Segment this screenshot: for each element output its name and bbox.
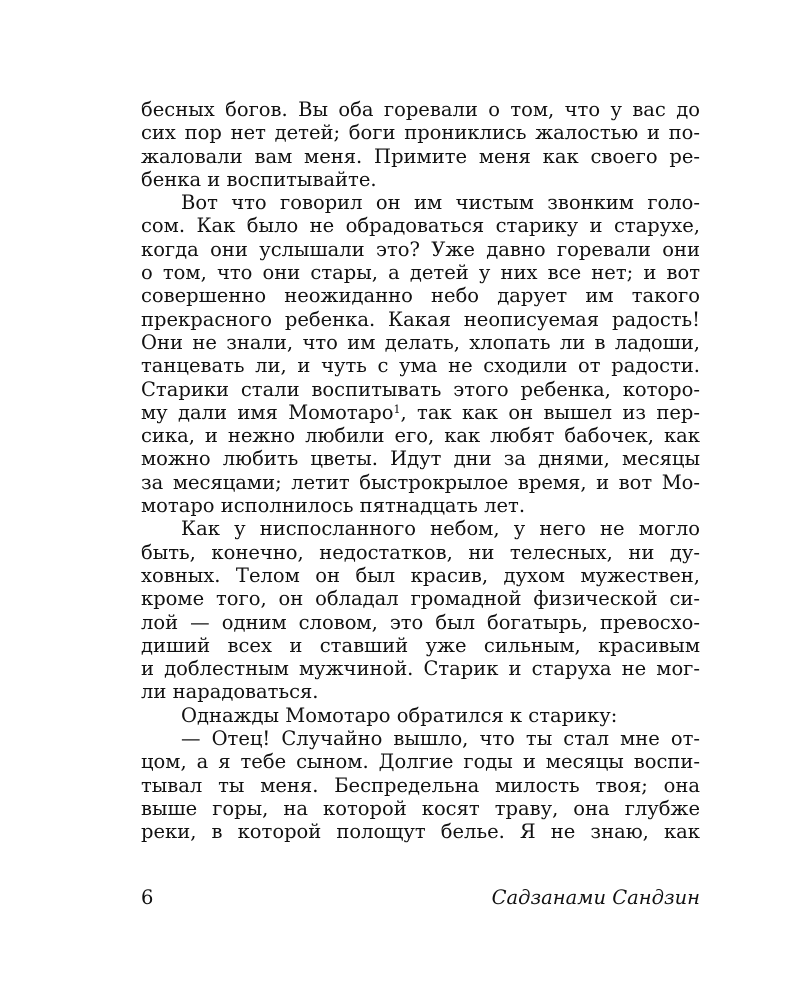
- text-line: Вот что говорил он им чистым звонким голо-: [181, 191, 700, 215]
- text-line: быть, конечно, недостатков, ни телесных, ни ду-: [141, 540, 700, 564]
- page-footer: [141, 886, 700, 912]
- text-line: когда они услышали это? Уже давно горевали они: [141, 237, 700, 261]
- text-line: сом. Как было не обрадоваться старику и старухе,: [141, 214, 700, 238]
- text-line: сика, и нежно любили его, как любят бабочек, как: [141, 424, 700, 448]
- text-line: и доблестным мужчиной. Старик и старуха не мог-: [141, 657, 700, 681]
- page-body: [141, 98, 700, 844]
- text-line: бесных богов. Вы оба горевали о том, что у вас до: [141, 98, 700, 121]
- text-line: Старики стали воспитывать этого ребенка, которо-: [141, 377, 700, 401]
- text-line: ли нарадоваться.: [141, 680, 319, 704]
- text-line: тывал ты меня. Беспредельна милость твоя; она: [141, 773, 700, 797]
- text-line: цом, а я тебе сыном. Долгие годы и месяцы воспи-: [141, 750, 700, 774]
- footnote-marker: 1: [393, 402, 401, 416]
- text-line: жаловали вам меня. Примите меня как своего ре-: [141, 144, 700, 168]
- text-line: кроме того, он обладал громадной физической си-: [141, 587, 700, 611]
- text-line: Как у ниспосланного небом, у него не могло: [181, 517, 700, 541]
- text-line: выше горы, на которой косят траву, она глубже: [141, 796, 700, 820]
- text-fragment: му дали имя Момотаро: [141, 400, 394, 424]
- text-line: совершенно неожиданно небо дарует им такого: [141, 284, 700, 308]
- text-line: — Отец! Случайно вышло, что ты стал мне от-: [181, 727, 700, 751]
- text-line: сих пор нет детей; боги прониклись жалостью и по-: [141, 121, 700, 145]
- running-title: Садзанами Сандзин: [491, 886, 700, 909]
- text-line: Они не знали, что им делать, хлопать ли в ладоши,: [141, 330, 700, 354]
- text-line: ховных. Телом он был красив, духом мужествен,: [141, 563, 700, 587]
- text-line: можно любить цветы. Идут дни за днями, месяцы: [141, 447, 700, 471]
- text-line: бенка и воспитывайте.: [141, 167, 377, 191]
- text-line: Однажды Момотаро обратился к старику:: [181, 703, 618, 727]
- text-line: прекрасного ребенка. Какая неописуемая радость!: [141, 307, 700, 331]
- text-line: лой — одним словом, это был богатырь, превосхо-: [141, 610, 700, 634]
- text-line-with-footnote: [141, 401, 700, 424]
- text-line: диший всех и ставший уже сильным, красивым: [141, 633, 700, 657]
- text-line: реки, в которой полощут белье. Я не знаю, как: [141, 820, 700, 844]
- text-line: о том, что они стары, а детей у них все нет; и вот: [141, 261, 700, 285]
- text-line: мотаро исполнилось пятнадцать лет.: [141, 494, 526, 518]
- text-fragment: , так как он вышел из пер-: [400, 400, 700, 424]
- text-line: за месяцами; летит быстрокрылое время, и вот Мо-: [141, 470, 700, 494]
- page-number: 6: [141, 886, 154, 909]
- text-line: танцевать ли, и чуть с ума не сходили от радости.: [141, 354, 700, 378]
